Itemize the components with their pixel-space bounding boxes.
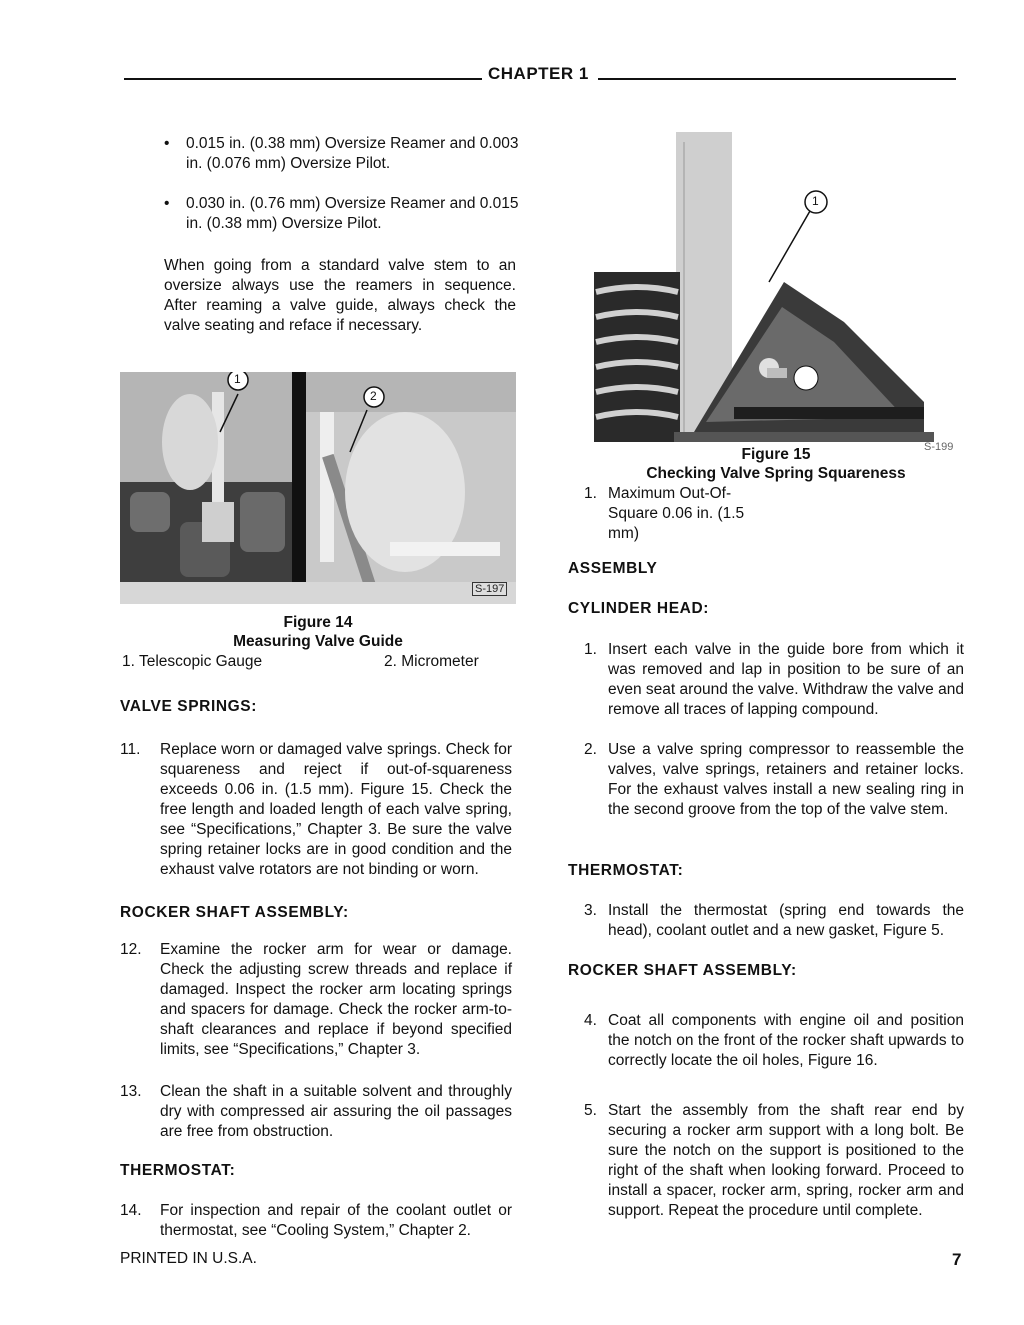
figure-15-title: Checking Valve Spring Squareness	[646, 465, 906, 482]
step-number: 5.	[584, 1102, 597, 1119]
step-number: 1.	[584, 641, 597, 658]
figure-14-callout-2: 2	[370, 389, 377, 403]
bullet-dot: •	[164, 135, 170, 152]
step-number: 14.	[120, 1202, 142, 1219]
figure-14-tag: S-197	[472, 582, 507, 596]
page-number: 7	[952, 1250, 962, 1269]
header-rule-right	[598, 78, 956, 80]
figure-14-legend-2: 2. Micrometer	[384, 653, 479, 670]
figure-14-illustration	[120, 372, 516, 604]
bullet-text: 0.030 in. (0.76 mm) Oversize Reamer and 0.015 in. (0.38 mm) Oversize Pilot.	[186, 195, 519, 232]
step-text: Insert each valve in the guide bore from which it was removed and lap in position to be sure of an even seat around the valve. Withdraw the valve and remove all traces of lapping compound.	[608, 641, 964, 718]
thermostat-heading-left: THERMOSTAT:	[120, 1162, 236, 1179]
valve-springs-heading: VALVE SPRINGS:	[120, 698, 258, 715]
figure-15-callout-1: 1	[812, 194, 819, 208]
figure-14-title: Measuring Valve Guide	[233, 633, 403, 650]
step-number: 2.	[584, 741, 597, 758]
reamer-paragraph: When going from a standard valve stem to an oversize always use the reamers in sequence. After reaming a valve guide, always check the valve seating and reface if necessary.	[164, 257, 516, 334]
step-number: 12.	[120, 941, 142, 958]
rocker-shaft-heading-left: ROCKER SHAFT ASSEMBLY:	[120, 904, 349, 921]
step-text: Start the assembly from the shaft rear end by securing a rocker arm support with a long bolt. Be sure the notch on the support is positioned to the right of the shaft when looking forward. Proceed to install a spacer, rocker arm, spring, rocker arm and support. Repeat the procedure until complete.	[608, 1102, 964, 1219]
step-text: For inspection and repair of the coolant outlet or thermostat, see “Cooling System,” Chapter 2.	[160, 1202, 512, 1239]
step-text: Use a valve spring compressor to reassemble the valves, valve springs, retainers and retainer locks. For the exhaust valves install a new sealing ring in the second groove from the top of the valve stem.	[608, 741, 964, 818]
figure-15-tag: S-199	[924, 441, 954, 453]
step-text: Examine the rocker arm for wear or damage. Check the adjusting screw threads and replace if damaged. Inspect the rocker arm locating springs and spacers for damage. Check the rocker arm-to-shaft clearances and replace if beyond specified limits, see “Specifications,” Chapter 3.	[160, 941, 512, 1058]
header-rule-left	[124, 78, 482, 80]
figure-14-callout-1: 1	[234, 372, 241, 386]
figure-15-legend-text: Maximum Out-Of-Square 0.06 in. (1.5 mm)	[608, 485, 745, 542]
figure-14-number: Figure 14	[283, 614, 353, 631]
step-number: 13.	[120, 1083, 142, 1100]
step-text: Install the thermostat (spring end towards the head), coolant outlet and a new gasket, Figure 5.	[608, 902, 964, 939]
assembly-heading: ASSEMBLY	[568, 560, 658, 577]
figure-14-legend-1: 1. Telescopic Gauge	[122, 653, 263, 670]
step-text: Coat all components with engine oil and position the notch on the front of the rocker shaft upwards to correctly locate the oil holes, Figure 16.	[608, 1012, 964, 1069]
bullet-text: 0.015 in. (0.38 mm) Oversize Reamer and 0.003 in. (0.076 mm) Oversize Pilot.	[186, 135, 519, 172]
figure-14-photo	[120, 372, 516, 604]
printed-in-footer: PRINTED IN U.S.A.	[120, 1250, 257, 1267]
thermostat-heading-right: THERMOSTAT:	[568, 862, 684, 879]
figure-15-photo	[584, 132, 968, 458]
step-number: 11.	[120, 741, 141, 758]
step-number: 3.	[584, 902, 597, 919]
step-text: Replace worn or damaged valve springs. Check for squareness and reject if out-of-squareness exceeds 0.06 in. (1.5 mm). Figure 15. Check the free length and loaded length of each valve spring, see “Specifications,” Chapter 3. Be sure the valve spring retainer locks are in good condition and the exhaust valve rotators are not binding or worn.	[160, 741, 512, 878]
cylinder-head-heading: CYLINDER HEAD:	[568, 600, 710, 617]
bullet-dot: •	[164, 195, 170, 212]
step-text: Clean the shaft in a suitable solvent and throughly dry with compressed air assuring the oil passages are free from obstruction.	[160, 1083, 512, 1140]
figure-15-number: Figure 15	[741, 446, 811, 463]
rocker-shaft-heading-right: ROCKER SHAFT ASSEMBLY:	[568, 962, 797, 979]
step-number: 4.	[584, 1012, 597, 1029]
figure-15-legend-number: 1.	[584, 485, 597, 502]
chapter-title: CHAPTER 1	[488, 64, 589, 83]
figure-15-illustration	[584, 132, 968, 458]
